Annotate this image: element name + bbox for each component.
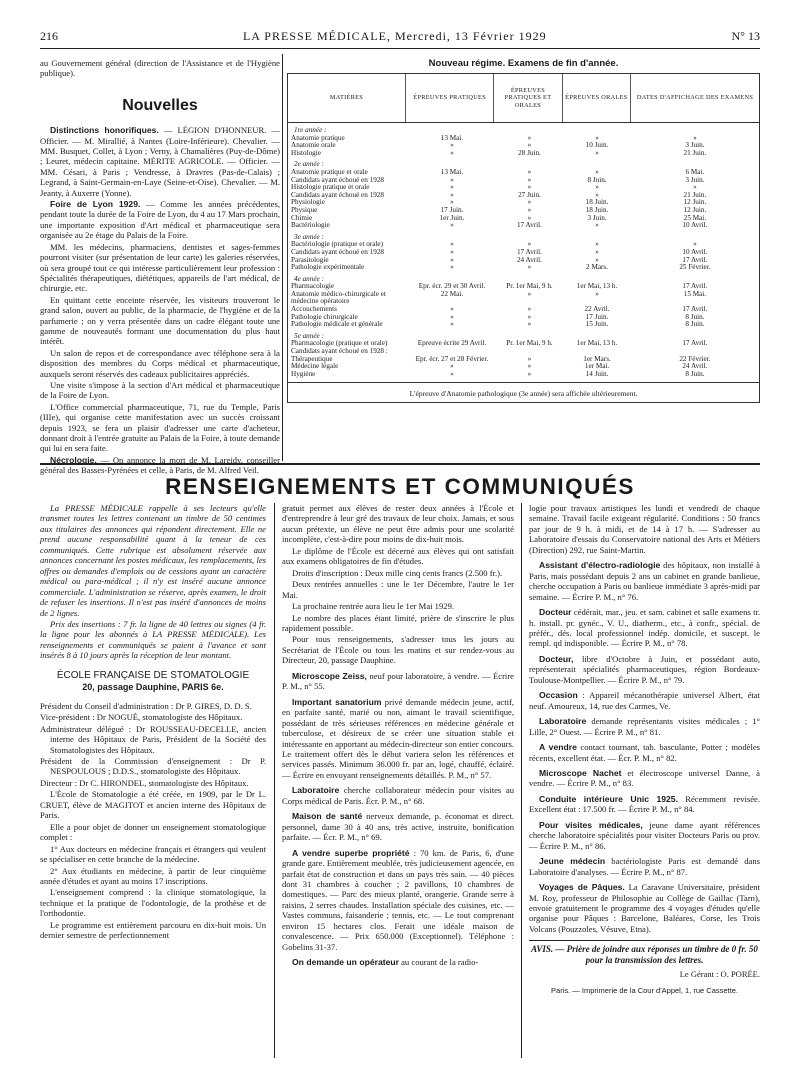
date-cell: 17 Avril. (682, 256, 708, 264)
date-cell: » (595, 191, 599, 199)
ad-heading: Assistant d'électro-radiologie (539, 560, 661, 571)
date-cell: » (527, 184, 532, 192)
ecole-paragraph: Président du Conseil d'administration : Dr P. GIRES, D. D. S. (40, 700, 252, 711)
subject-cell: Candidats ayant échoué en 1928 (291, 176, 385, 184)
column-left (40, 503, 266, 942)
nouvelles-column (40, 58, 280, 477)
year-row (288, 333, 759, 341)
date-cell: » (595, 248, 599, 256)
issue-number: N° 13 (731, 28, 760, 43)
ad-text: au courant de la radio- (398, 957, 479, 968)
ecole-paragraph: Pour tous renseignements, s'adresser tous les jours au Secrétariat de l'École ou tous les matins et sur rendez-vous au Directeur, 20, passage Dauphine. (282, 634, 514, 666)
date-cell: 3 Juin. (587, 214, 607, 222)
ecole-paragraph: Administrateur délégué : Dr ROUSSEAU-DECELLE, ancien interne des Hôpitaux de Paris, Président de la Société des Stomatologistes des Hôpitaux. (40, 723, 266, 755)
date-cell: 25 Février. (679, 264, 711, 272)
date-cell: » (450, 306, 454, 314)
date-cell: 22 Avril. (584, 306, 610, 314)
date-cell: » (595, 149, 599, 157)
classified-ad (529, 742, 760, 763)
date-cell: » (450, 248, 454, 256)
date-cell: » (527, 370, 532, 378)
exam-row (288, 264, 759, 272)
date-cell: 17 Avril. (682, 306, 708, 314)
date-cell: » (527, 355, 532, 363)
subject-cell: Physique (291, 206, 318, 214)
subject-cell: Bactériologie (pratique et orale) (291, 241, 383, 249)
classified-ad (529, 820, 760, 851)
ecole-text (40, 701, 266, 941)
year-label: 5e année : (294, 332, 324, 340)
classified-ad (282, 697, 514, 781)
ecole-paragraph: Le diplôme de l'École est décerné aux élèves qui ont satisfait aux examens obligatoires de fin d'études. (282, 545, 514, 567)
date-cell: Épreuve écrite 29 Avril. (417, 340, 487, 348)
paragraph: L'Office commercial pharmaceutique, 71, rue du Temple, Paris (IIIe), qui organise cette manifestation avec un succès croissant depuis 1923, se fera un plaisir d'adresser une carte d'acheteur, donnant droit à l'entrée gratuite au Palais de la Foire, à toute demande qui lui en sera faite. (40, 401, 280, 454)
date-cell: » (450, 222, 454, 230)
date-cell: » (527, 363, 532, 371)
subject-cell: Candidats ayant échoué en 1928 (291, 191, 385, 199)
column-divider (282, 54, 283, 461)
ad-text: cédérait, mar., jeu. et sam. cabinet et salle examens tr. h. install. pr. gynéc., V. U., diatherm., etc., à confr., spécial. de préfér., dés. local professionnel indép. domicile, et suscept. le rempl. qd indisponible. — Écrire P. M., n° 78. (529, 607, 760, 649)
exam-note: L'épreuve d'Anatomie pathologique (3e année) sera affichée ultérieurement. (288, 382, 759, 402)
exam-row (288, 215, 759, 223)
date-cell: Épr. écr. 29 et 30 Avril. (418, 283, 486, 291)
paragraph-text: — Comme les années précédentes, pendant toute la durée de la Foire de Lyon, du 4 au 17 Mars prochain, une importante exposition d'Art médical et pharmaceutique sera organisée au 2e étage du Palais de la Foire. (40, 199, 280, 241)
exam-row (288, 363, 759, 371)
ecole-paragraph: Le nombre des places étant limité, prière de s'inscrire le plus rapidement possible. (282, 612, 514, 633)
ecole-paragraph: gratuit permet aux élèves de rester deux années à l'École et d'entreprendre à leur gré des travaux de leur choix. Jamais, et sous aucun prétexte, un élève ne peut être admis pour une scolarité incomplète, c'est-à-dire pour moins de dix-huit mois. (282, 503, 514, 545)
subject-cell: Anatomie médico-chirurgicale et médecine opératoire (291, 290, 386, 306)
exam-row (288, 150, 759, 158)
date-cell: 28 Juin. (518, 149, 541, 157)
date-cell: » (527, 168, 532, 176)
exam-row (288, 321, 759, 329)
exam-row (288, 184, 759, 192)
subject-cell: Histologie (291, 149, 321, 157)
date-cell: » (527, 176, 532, 184)
subject-cell: Pharmacologie (291, 283, 335, 291)
date-cell: » (527, 264, 532, 272)
date-cell: » (527, 306, 532, 314)
column-divider (521, 503, 522, 1058)
ad-text: libre d'Octobre à Juin, et possédant auto, représenterait spécialités pharmaceutiques, région Bordeaux-Toulouse-Montpellier. — Écrire P. M., n° 79. (529, 653, 760, 685)
subject-cell: Candidats ayant échoué en 1928 (291, 248, 385, 256)
page-header (40, 28, 760, 44)
subject-cell: Médecine légale (291, 363, 339, 371)
date-cell: 18 Juin. (585, 199, 609, 207)
year-row (288, 161, 759, 169)
date-cell: 15 Juin. (585, 321, 609, 329)
ads-list (282, 671, 514, 968)
ecole-continued (282, 503, 514, 666)
exam-row (288, 371, 759, 379)
paragraph-heading: Distinctions honorifiques. (50, 125, 159, 136)
date-cell: » (450, 176, 454, 184)
ad-text: bactériologiste Paris est demandé dans Laboratoire d'analyses. — Écrire P. M., n° 87. (529, 856, 760, 877)
exam-row (288, 169, 759, 177)
ecole-paragraph: Le programme est entièrement parcouru en dix-huit mois. Un dernier semestre de perfectionnement (40, 919, 266, 941)
classified-ad (529, 716, 760, 737)
exam-row (288, 314, 759, 322)
ecole-paragraph: Deux rentrées annuelles : une le 1er Décembre, l'autre le 1er Mai. (282, 579, 514, 600)
date-cell: » (450, 199, 454, 207)
column-divider (274, 503, 275, 1058)
date-cell: 1er Juin. (439, 214, 465, 222)
ad-heading: On demande un opérateur (292, 957, 399, 968)
ad-heading: Docteur, (539, 653, 574, 664)
date-cell (631, 348, 759, 356)
header-rule (40, 48, 760, 49)
ad-text: La Caravane Universitaire, président M. Roy, professeur de Philosophie au Collège de Gaillac (Tarn), envoie gratuitement le programme des 4 voyages d'études qu'elle organise pour Pâques : Barcelone, Baléares, Corse, les Trois Volcans (Pouzzoles, Vésuve, Etna). (529, 882, 760, 934)
ecole-address: 20, passage Dauphine, PARIS 6e. (82, 682, 224, 693)
paragraph-heading: Nécrologie. (50, 454, 97, 465)
ad-heading: Maison de santé (292, 811, 363, 822)
date-cell: 12 Juin. (683, 206, 707, 214)
paragraph-text: — On annonce la mort de M. Lareidy, conseiller général des Basses-Pyrénées et celle, à Paris, de M. Alfred Veil. (40, 454, 280, 476)
date-cell: » (595, 241, 599, 249)
intro-text: La PRESSE MÉDICALE rappelle à ses lecteurs qu'elle transmet toutes les lettres contenant un timbre de 50 centimes aux titulaires des annonces qui répondent directement. Elle ne prend aucune responsabilité quant à la teneur de ces communiqués. Cette rubrique est absolument réservée aux annonces concernant les postes médicaux, les remplacements, les offres ou demandes d'emplois ou de cessions ayant un caractère médical ou para-médical ; il n'y est inséré aucune annonce commerciale. L'administration se réserve, après examen, le droit de refuser les insertions. Il n'est pas inséré d'annonces de moins de 2 lignes. (40, 503, 266, 618)
ecole-paragraph: La prochaine rentrée aura lieu le 1er Mai 1929. (292, 601, 455, 612)
ad-text: demande représentants visites médicales ; 1° Lille, 2° Ouest. — Écrire P. M., n° 81. (529, 716, 760, 737)
date-cell: » (527, 290, 532, 298)
date-cell: 18 Juin. (585, 206, 609, 214)
classified-ad (529, 654, 760, 685)
date-cell: 3 Juin. (685, 142, 705, 150)
date-cell: » (595, 222, 599, 230)
date-cell: » (450, 370, 454, 378)
date-cell: 1er Mai, 13 h. (576, 283, 618, 291)
classified-ad (529, 607, 760, 649)
date-cell: 17 Juin. (440, 206, 464, 214)
classified-ad (282, 848, 514, 953)
date-cell (408, 348, 495, 356)
subject-cell: Chimie (291, 214, 313, 222)
exam-row (288, 249, 759, 257)
date-cell: » (595, 134, 599, 142)
subject-cell: Physiologie (291, 199, 325, 207)
ecole-paragraph: L'École de Stomatologie a été créée, en 1909, par le Dr L. CRUET, élève de MAGITOT et ancien interne des Hôpitaux de Paris. (40, 789, 266, 821)
ecole-paragraph: Directeur : Dr C. HIRONDEL, stomatologiste des Hôpitaux. (40, 777, 249, 788)
paragraph: En quittant cette enceinte réservée, les visiteurs trouveront le grand salon, ouvert au public, de la pharmacie, de l'hygiène et de la parfumerie ; on y verra présentée dans un cadre élégant toute une gamme de nouveautés formant une documentation du plus haut intérêt. (40, 294, 280, 347)
date-cell: » (450, 241, 454, 249)
date-cell: » (527, 313, 532, 321)
date-cell: » (595, 290, 599, 298)
date-cell: 13 Mai. (440, 134, 464, 142)
ad-text: : Appareil mécanothérapie universel Albert, état neuf. Amoureux, 14, rue des Carmes, Ve. (529, 690, 760, 711)
subject-cell: Pathologie médicale et générale (291, 321, 383, 329)
date-cell (563, 348, 631, 356)
ad-heading: Laboratoire (292, 785, 340, 796)
date-cell: 15 Mai. (683, 290, 707, 298)
date-cell: 21 Juin. (683, 191, 707, 199)
ad-heading: Jeune médecin (539, 856, 606, 867)
date-cell: 24 Avril. (516, 256, 542, 264)
ad-continued: logie pour travaux artistiques les lundi et vendredi de chaque semaine. Travail facile exigeant régularité. Conditions : 50 francs par jour de 9 h. à midi, et de 14 à 17 h. — S'adresser au Laboratoire d'essais du Conservatoire national des Arts et Métiers (Direction) 292, rue Saint-Martin. (529, 503, 760, 555)
classified-ad (282, 785, 514, 806)
date-cell: » (450, 313, 454, 321)
paragraph-text: — LÉGION D'HONNEUR. — Officier. — M. Mirallié, à Nantes (Loire-Inférieure). Chevalier. — MM. Busquet, Collet, à Lyon ; Verny, à Chamalières (Puy-de-Dôme) ; Leuret, médecin capitaine. MÉRITE AGRICOLE. — Officier. — MM. Césari, à Paris ; Vendresse, à Dravres (Pas-de-Calais) ; Legrand, à Saint-Germain-en-Laye (Seine-et-Oise). Chevalier. — M. Jeanty, à Auxerre (Yonne). (40, 125, 280, 198)
date-cell: 22 Mai. (440, 290, 464, 298)
column-right (529, 503, 760, 996)
ecole-paragraph: Droits d'inscription : Deux mille cinq cents francs (2.500 fr.). (292, 567, 503, 578)
year-label: 3e année : (294, 233, 324, 241)
header-cell: ÉPREUVES PRATIQUES (406, 74, 494, 122)
page-number-left: 216 (40, 28, 58, 43)
ad-heading: Microscope Zeiss, (292, 670, 367, 681)
date-cell: » (450, 264, 454, 272)
ad-heading: Pour visites médicales, (539, 819, 643, 830)
ad-text: nerveux demande, p. économat et direct. personnel, dame 30 à 40 ans, très active, instruite, bonification parfaite. — Écr. P. M., n° 69. (282, 811, 515, 843)
date-cell: » (527, 134, 532, 142)
ad-heading: Occasion (539, 690, 578, 701)
date-cell: 1er Mai. (584, 363, 610, 371)
ad-heading: Docteur (539, 607, 572, 618)
date-cell: 22 Février. (679, 355, 711, 363)
date-cell: » (450, 321, 454, 329)
subject-cell: Accouchements (291, 306, 337, 314)
classified-ad (529, 690, 760, 711)
ecole-paragraph: Elle a pour objet de donner un enseignement stomatologique complet : (40, 821, 266, 843)
year-row (288, 276, 759, 284)
date-cell: 3 Juin. (685, 176, 705, 184)
ecole-title: ÉCOLE FRANÇAISE DE STOMATOLOGIE (56, 669, 250, 681)
date-cell: » (450, 191, 454, 199)
date-cell (496, 348, 564, 356)
ecole-paragraph: L'enseignement comprend : la clinique stomatologique, la technique et la pratique de l'odontologie, de la prothèse et de l'orthodontie. (40, 887, 266, 919)
paragraph-heading: Foire de Lyon 1929. (50, 199, 141, 210)
exam-row (288, 222, 759, 230)
classified-ad (529, 856, 760, 877)
date-cell: Épr. écr. 27 et 28 Février. (415, 355, 489, 363)
year-label: 2e année : (294, 161, 324, 169)
subject-cell: Anatomie pratique (291, 134, 345, 142)
date-cell: 13 Mai. (440, 168, 464, 176)
ad-text: : 70 km. de Paris, 6, d'une grande gare. Entièrement meublée, très judicieusement agencée, en parfait état de construction et dans un pays très sain. — 40 pièces dont 31 chambres à coucher ; 2 pavillons, 10 chambres de domestiques. — Parc des mieux planté, orangerie. Grande serre à raisins, 2 serres chaudes. Installation spéciale des cuisines, etc. — Vastes communs, faisanderie ; tennis, etc. — Le tout comprenant environ 15 hectares clos. Ferait une idéale maison de convalescence. — Prix 650.000 (Exceptionnel). Téléphone : Gobelins 31-37. (282, 847, 514, 952)
paragraph (40, 199, 280, 241)
ad-heading: A vendre superbe propriété (292, 847, 410, 858)
subject-cell: Anatomie orale (291, 142, 336, 150)
exam-row (288, 340, 759, 348)
ad-text: contact tournant, tab. basculante, Potter ; modèles récents, excellent état. — Écr. P. M., n° 82. (529, 742, 760, 763)
subject-cell: Pathologie chirurgicale (291, 313, 358, 321)
date-cell: 25 Mai. (683, 214, 707, 222)
ad-text: neuf pour laboratoire, à vendre. — Écrire P. M., n° 55. (282, 670, 514, 692)
date-cell: » (450, 256, 454, 264)
header-cell: ÉPREUVES PRATIQUES ET ORALES (494, 74, 562, 122)
exam-row (288, 199, 759, 207)
subject-cell: Candidats ayant échoué en 1928 : (291, 348, 388, 356)
ecole-paragraph: Président de la Commission d'enseignement : Dr P. NESPOULOUS ; D.D.S., stomatologiste des Hôpitaux. (40, 755, 266, 777)
ecole-paragraph: Vice-président : Dr NOGUÉ, stomatologiste des Hôpitaux. (40, 712, 243, 723)
date-cell: 14 Juin. (585, 370, 609, 378)
exam-row (288, 283, 759, 291)
date-cell: 17 Avril. (516, 248, 542, 256)
exam-caption: Nouveau régime. Examens de fin d'année. (428, 58, 619, 69)
date-cell: 8 Juin. (685, 370, 705, 378)
subject-cell: Pharmacologie (pratique et orale) (291, 340, 388, 348)
date-cell: » (693, 134, 697, 142)
ad-text: des hôpitaux, non installé à Paris, mais possédant depuis 2 ans un cabinet en grande banlieue, cherche occupation à Paris ou banlieue immédiate 3 après-midi par semaine. — Écrire P. M., n° 76. (529, 560, 760, 602)
date-cell: » (595, 184, 599, 192)
column-middle (282, 503, 514, 969)
subject-cell: Hygiène (291, 370, 316, 378)
date-cell: 10 Avril. (682, 248, 708, 256)
date-cell: » (693, 241, 697, 249)
ad-heading: Voyages de Pâques. (539, 882, 625, 893)
date-cell: » (693, 184, 697, 192)
exam-row (288, 135, 759, 143)
year-label: 1re année : (294, 127, 327, 134)
exam-row (288, 356, 759, 364)
ad-text: cherche collaborateur médecin pour visites au Corps médical de Paris. Écr. P. M., n° 68. (282, 785, 514, 806)
ad-heading: A vendre (539, 742, 577, 753)
ad-text: Récemment revisée. Excellent état : 17.500 fr. — Écrire P. M., n° 84. (529, 793, 760, 815)
date-cell: 24 Avril. (682, 363, 708, 371)
exam-table-body (288, 123, 759, 382)
date-cell: 17 Avril. (682, 340, 708, 348)
date-cell: » (450, 149, 454, 157)
paragraph (40, 125, 280, 198)
paragraph (40, 455, 280, 476)
date-cell: 8 Juin. (587, 176, 607, 184)
date-cell: 27 Juin. (518, 191, 541, 199)
subject-cell: Pathologie expérimentale (291, 264, 365, 272)
ad-heading: Laboratoire (539, 716, 587, 727)
date-cell: » (527, 142, 532, 150)
ecole-paragraph: 1° Aux docteurs en médecine français et étrangers qui veulent se spécialiser en cette branche de la médecine. (40, 843, 266, 865)
date-cell: » (595, 168, 599, 176)
exam-row (288, 207, 759, 215)
date-cell: Pr. 1er Mai, 9 h. (506, 283, 553, 291)
paragraph: Un salon de repos et de correspondance avec téléphone sera à la disposition des membres du Corps médical et pharmaceutique, auxquels seront réservés des cadeaux publicitaires appréciés. (40, 347, 280, 379)
renseignements-title: RENSEIGNEMENTS ET COMMUNIQUÉS (165, 474, 635, 499)
exam-row (288, 291, 759, 306)
ad-text: privé demande médecin jeune, actif, en parfaite santé, marié ou non, aimant le travail scientifique, possédant de très sérieuses références en médecine générale et tuberculose, et désireux de se créer une situation stable et intéressante en apportant au médecin-directeur son entier concours. Le traitement offert dès le début variera selon les références et services passés. Minimum 36.000 fr. par an, logé, chauffé, éclairé. — Écrire en envoyant renseignements détaillés. P. M., n° 57. (282, 696, 514, 780)
date-cell: » (527, 199, 532, 207)
classified-ad (282, 671, 514, 692)
date-cell: Pr. 1er Mai, 9 h. (506, 340, 553, 348)
ad-heading: Conduite intérieure Unic 1925. (539, 793, 678, 804)
gerant-line: Le Gérant : O. PORÉE. (679, 969, 760, 980)
date-cell: 12 Juin. (683, 199, 707, 207)
subject-cell: Parasitologie (291, 256, 329, 264)
year-row (288, 127, 759, 135)
classified-ad (529, 882, 760, 934)
date-cell: 10 Avril. (682, 222, 708, 230)
paragraph: MM. les médecins, pharmaciens, dentistes et sages-femmes pourront visiter (sur présentation de leur carte) les galeries réservées, où sera groupé tout ce qui intéresse particulièrement leur profession : Spécialités thérapeutiques, diététiques, appareils de l'art médical, de chirurgie, etc. (40, 241, 280, 294)
avis-notice: AVIS. — Prière de joindre aux réponses un timbre de 0 fr. 50 pour la transmission des lettres. (529, 940, 760, 965)
subject-cell: Bactériologie (291, 222, 330, 230)
date-cell: » (450, 363, 454, 371)
exam-row (288, 257, 759, 265)
ads-list (529, 560, 760, 934)
exam-table (287, 73, 760, 403)
classified-ad (282, 957, 514, 967)
date-cell: 17 Juin. (585, 313, 609, 321)
exam-row (288, 177, 759, 185)
exam-row (288, 241, 759, 249)
exam-row (288, 192, 759, 200)
date-cell: » (450, 184, 454, 192)
exam-row (288, 348, 759, 356)
date-cell: 1er Mars. (583, 355, 611, 363)
classified-ad (529, 768, 760, 789)
date-cell: 8 Juin. (685, 313, 705, 321)
date-cell: 8 Juin. (685, 321, 705, 329)
section-rule (40, 463, 760, 465)
date-cell: » (595, 256, 599, 264)
date-cell: 21 Juin. (683, 149, 707, 157)
date-cell: 6 Mai. (685, 168, 705, 176)
ad-text: jeune dame ayant références cherche laboratoire spécialités pour visiter Docteurs Paris ou prov. — Écrire P. M., n° 86. (529, 819, 760, 851)
date-cell: » (527, 241, 532, 249)
date-cell: » (527, 321, 532, 329)
date-cell: 10 Juin. (585, 142, 609, 150)
year-label: 4e année : (294, 275, 324, 283)
date-cell: » (527, 214, 532, 222)
ad-text: et électroscope universel Danne, à vendre. — Écrire P. M., n° 83. (529, 767, 760, 789)
date-cell: 17 Avril. (516, 222, 542, 230)
ad-heading: Important sanatorium (292, 696, 382, 707)
classified-ad (282, 811, 514, 842)
year-row (288, 234, 759, 242)
section-title: Nouvelles (122, 96, 198, 114)
date-cell: 2 Mars. (586, 264, 609, 272)
classified-ad (529, 560, 760, 602)
prices-text: Prix des insertions : 7 fr. la ligne de 40 lettres ou signes (4 fr. la ligne pour les abonnés à LA PRESSE MÉDICALE). Les renseignements et communiqués se paient à l'avance et sont insérés 8 à 10 jours après la réception de leur montant. (40, 618, 266, 661)
date-cell: » (450, 142, 454, 150)
exam-table-header (288, 74, 759, 123)
ad-heading: Microscope Nachet (539, 767, 622, 778)
printer-line: Paris. — Imprimerie de la Cour d'Appel, 1, rue Cassette. (551, 985, 738, 995)
exam-row (288, 142, 759, 150)
exam-schedule (287, 58, 760, 403)
date-cell: » (527, 206, 532, 214)
ecole-paragraph: 2° Aux étudiants en médecine, à partir de leur cinquième année d'études et ayant au moins 17 inscriptions. (40, 865, 266, 886)
lead-text: au Gouvernement général (direction de l'Assistance et de l'Hygiène publique). (40, 58, 280, 79)
classified-ad (529, 794, 760, 815)
header-cell: DATES D'AFFICHAGE DES EXAMENS (636, 94, 754, 102)
subject-cell: Thérapeutique (291, 355, 333, 363)
exam-row (288, 306, 759, 314)
journal-title: LA PRESSE MÉDICALE, Mercredi, 13 Février 1929 (242, 28, 547, 43)
paragraph: Une visite s'impose à la section d'Art médical et pharmaceutique de la Foire de Lyon. (40, 379, 280, 401)
date-cell: 17 Avril. (682, 283, 708, 291)
subject-cell: Histologie pratique et orale (291, 184, 370, 192)
subject-cell: Anatomie pratique et orale (291, 168, 368, 176)
header-cell: MATIÈRES (288, 74, 406, 122)
date-cell: 1er Mai, 13 h. (576, 340, 618, 348)
header-cell: ÉPREUVES ORALES (563, 74, 631, 122)
